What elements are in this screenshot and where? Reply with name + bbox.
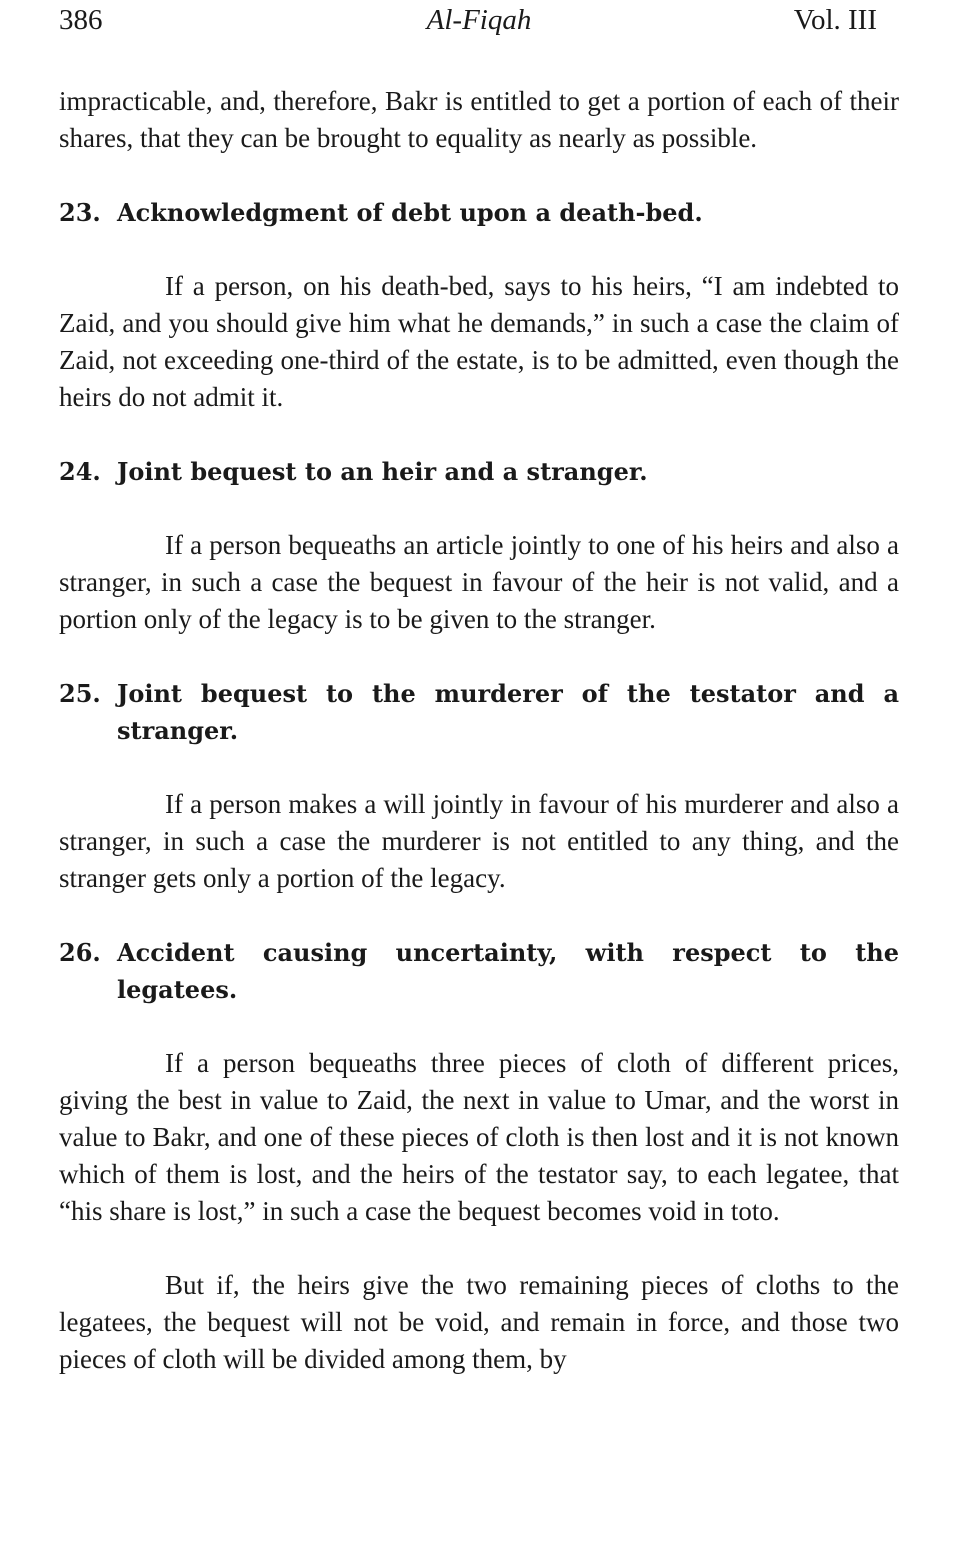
section-title: Accident causing uncertainty, with respect to the legatees. — [117, 938, 899, 1004]
section-title: Joint bequest to the murderer of the testator and a stranger. — [117, 679, 899, 745]
section-number: 25. — [59, 679, 101, 708]
intro-paragraph: impracticable, and, therefore, Bakr is entitled to get a portion of each of their shares, that they can be brought to equality as nearly as possible. — [59, 86, 899, 153]
section-number: 24. — [59, 457, 101, 486]
section-heading-24 — [59, 453, 899, 490]
section-body-26 — [59, 1045, 899, 1230]
section-body-24 — [59, 527, 899, 638]
section-title: Joint bequest to an heir and a stranger. — [117, 457, 648, 486]
section-paragraph: But if, the heirs give the two remaining pieces of cloths to the legatees, the bequest will not be void, and remain in force, and those two pieces of cloth will be divided among them, by — [59, 1270, 899, 1374]
section-paragraph: If a person, on his death-bed, says to his heirs, “I am indebted to Zaid, and you should give him what he demands,” in such a case the claim of Zaid, not exceeding one-third of the estate, is to be admitted, even though the heirs do not admit it. — [59, 271, 899, 412]
book-page — [59, 0, 899, 1378]
intro-block — [59, 83, 899, 157]
section-heading-25 — [59, 675, 899, 749]
section-body-23 — [59, 268, 899, 416]
volume-label: Vol. III — [793, 4, 877, 36]
section-heading-23 — [59, 194, 899, 231]
page-number: 386 — [59, 4, 103, 36]
section-body-26-continued — [59, 1267, 899, 1378]
section-heading-26 — [59, 934, 899, 1008]
running-header — [59, 4, 899, 50]
section-body-25 — [59, 786, 899, 897]
book-title: Al-Fiqah — [426, 4, 532, 36]
section-number: 23. — [59, 198, 101, 227]
section-title: Acknowledgment of debt upon a death-bed. — [117, 198, 703, 227]
section-paragraph: If a person bequeaths an article jointly to one of his heirs and also a stranger, in such a case the bequest in favour of the heir is not valid, and a portion only of the legacy is to be given to the stranger. — [59, 530, 899, 634]
section-paragraph: If a person makes a will jointly in favour of his murderer and also a stranger, in such a case the murderer is not entitled to any thing, and the stranger gets only a portion of the legacy. — [59, 789, 899, 893]
section-paragraph: If a person bequeaths three pieces of cloth of different prices, giving the best in value to Zaid, the next in value to Umar, and the worst in value to Bakr, and one of these pieces of cloth is then lost and it is not known which of them is lost, and the heirs of the testator say, to each legatee, that “his share is lost,” in such a case the bequest becomes void in toto. — [59, 1048, 899, 1226]
section-number: 26. — [59, 938, 101, 967]
